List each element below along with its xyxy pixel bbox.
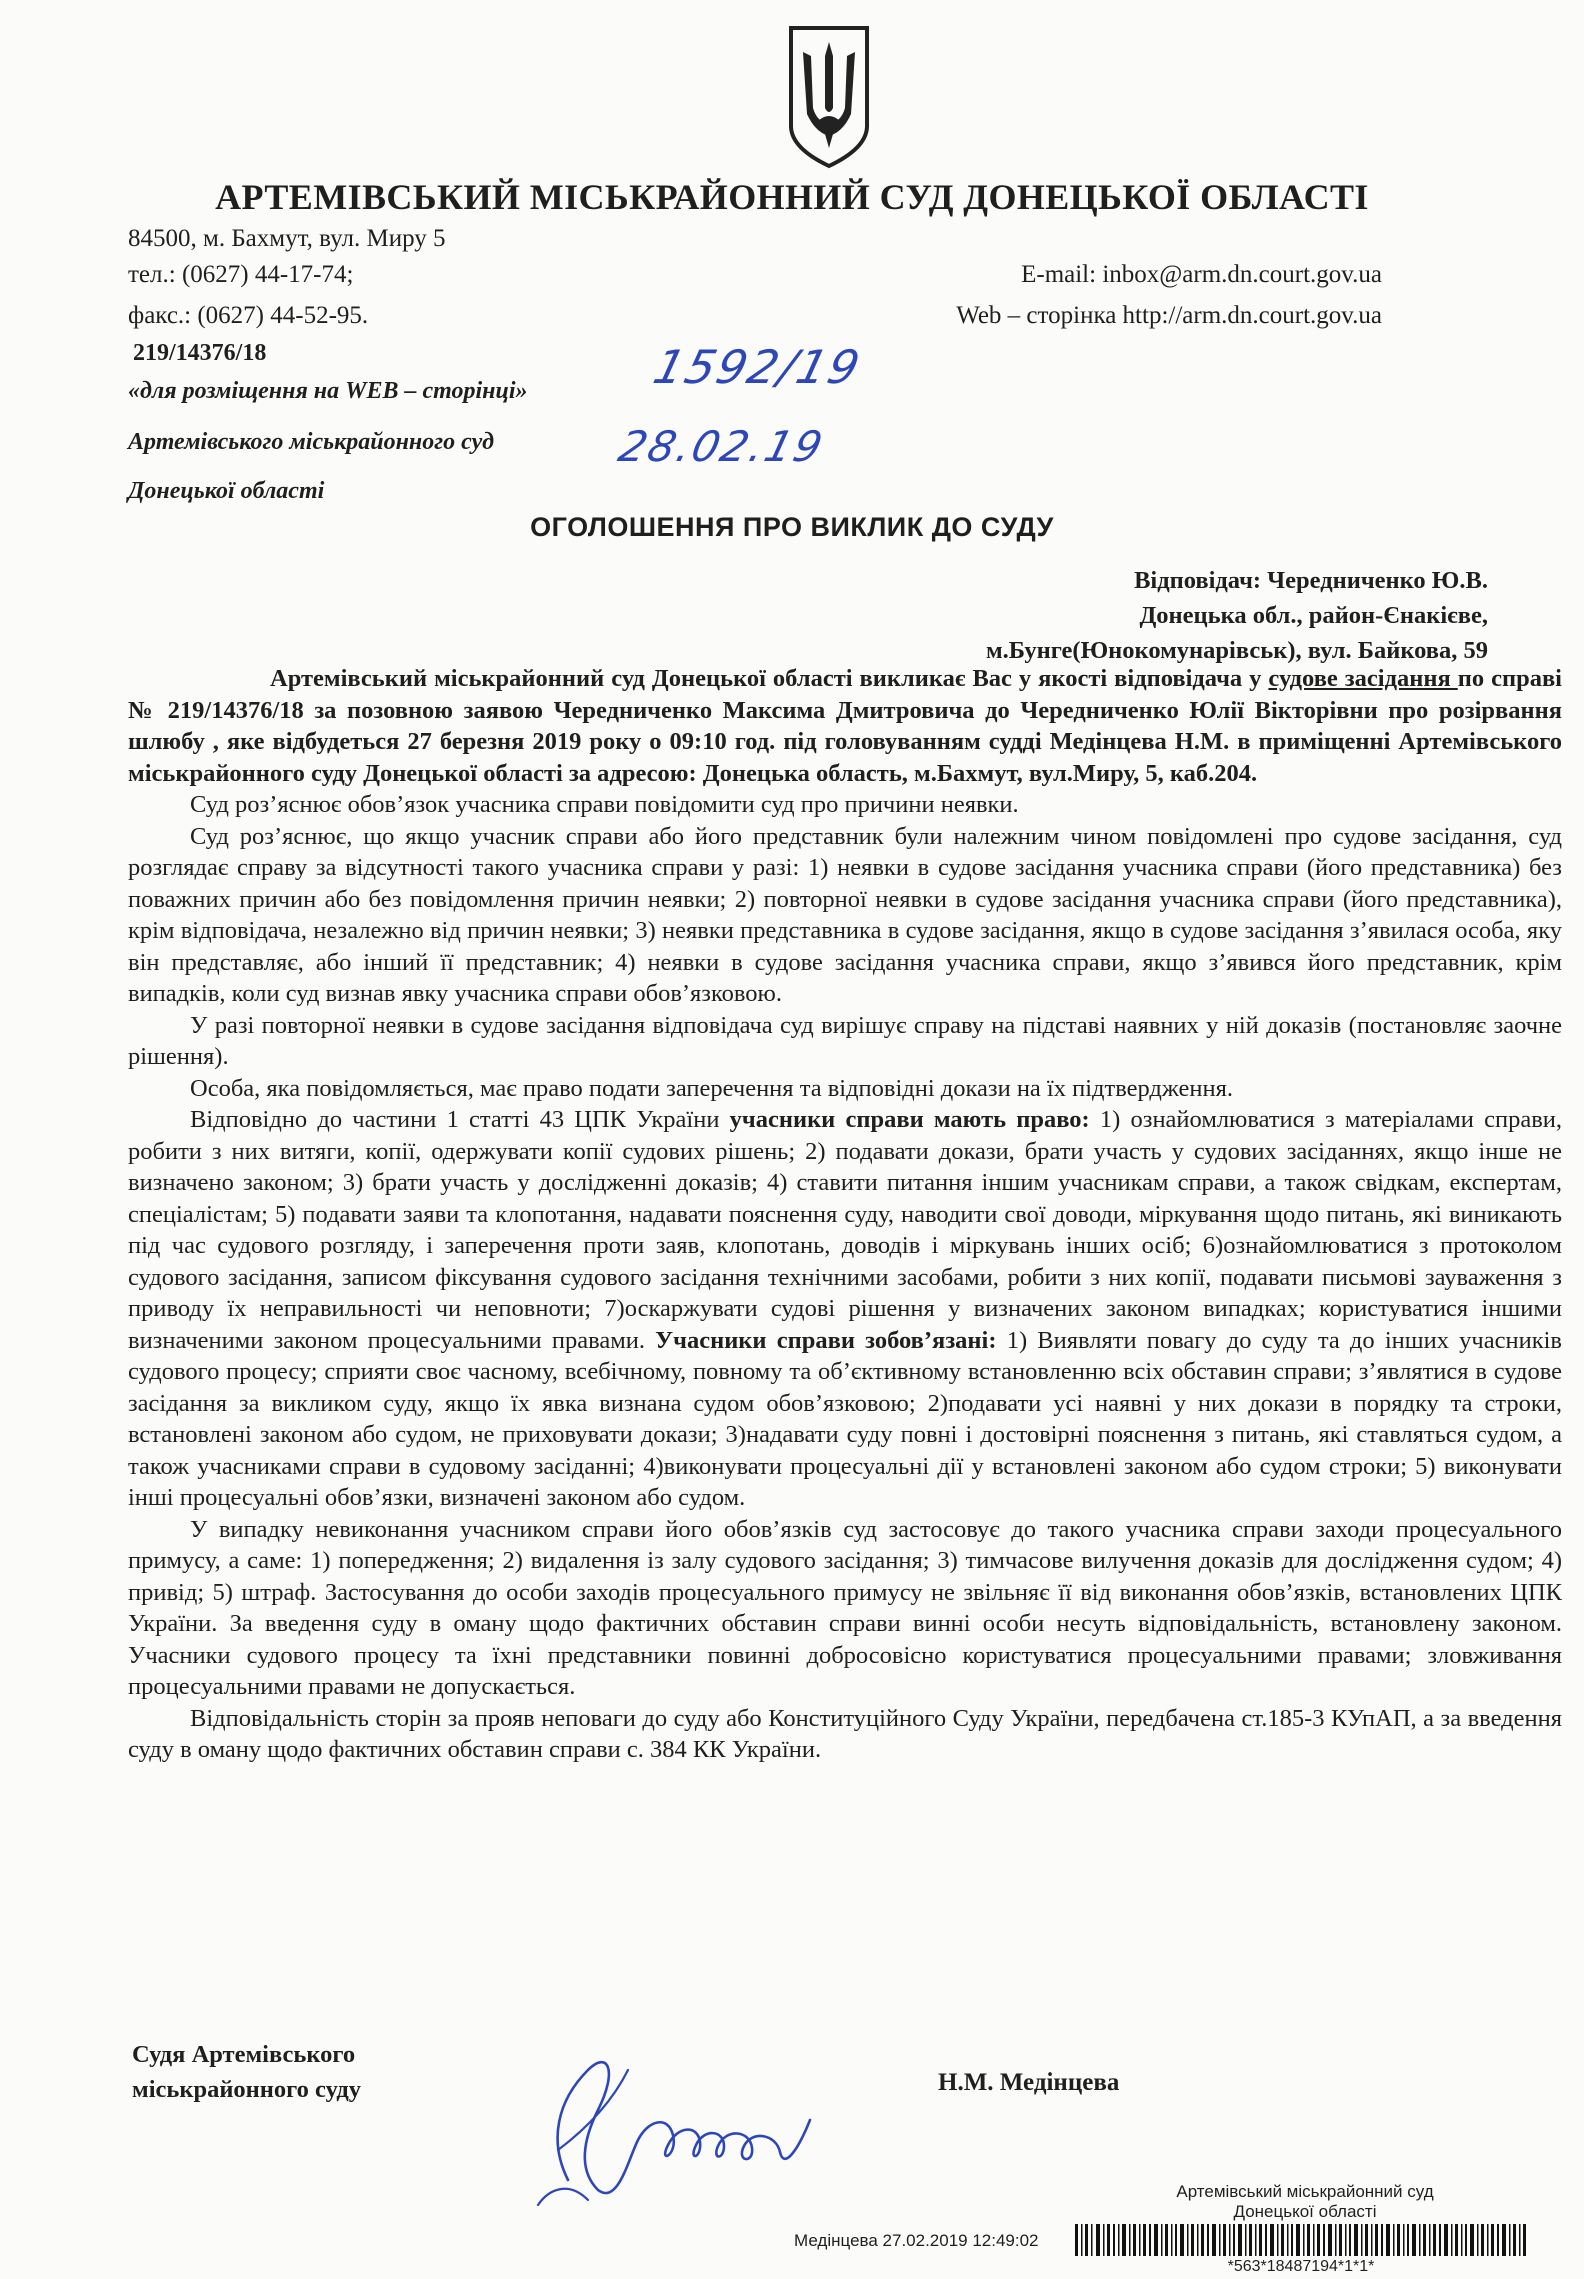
trident-emblem-icon xyxy=(785,22,873,170)
paragraph-objection-right: Особа, яка повідомляється, має право подати заперечення та відповідні докази на їх підтвердження. xyxy=(190,1074,1233,1102)
registry-stamp-court: Артемівський міськрайонний суд Донецької області xyxy=(1176,2182,1434,2221)
respondent-region: Донецька обл., район-Єнакієве, xyxy=(1139,602,1488,629)
summons-paragraph: Артемівський міськрайонний суд Донецької області викликає Вас у якості відповідача у судове засідання по справі № 219/14376/18 за позовною заявою Чередниченко Максима Дмитровича до Чередниченко Юлії Вікторівни про розірвання шлюбу , яке відбудеться 27 березня 2019 року о 09:10 год. під головуванням судді Медінцева Н.М. в приміщенні Артемівського міськрайонного суду Донецької області за адресою: Донецька область, м.Бахмут, вул.Миру, 5, каб.204. xyxy=(128,665,1562,787)
court-hearing-underlined: судове засідання xyxy=(1268,665,1458,692)
respondent-address: м.Бунге(Юнокомунарівськ), вул. Байкова, 59 xyxy=(985,637,1488,664)
court-email: E-mail: inbox@arm.dn.court.gov.ua xyxy=(1021,261,1382,288)
court-name-heading: АРТЕМІВСЬКИЙ МІСЬКРАЙОННИЙ СУД ДОНЕЦЬКОЇ ОБЛАСТІ xyxy=(215,177,1369,217)
barcode-number: *563*18487194*1*1* xyxy=(1227,2258,1375,2275)
paragraph-rights-duties: Відповідно до частини 1 статті 43 ЦПК України учасники справи мають право: 1) ознайомлюватися з матеріалами справи, робити з них витяги, копії, одержувати копії судових рішень; 2) подавати докази, брати участь у судових засіданнях, якщо інше не визначено законом; 3) брати участь у дослідженні доказів; 4) ставити питання іншим учасникам справи, а також свідкам, експертам, спеціалістам; 5) подавати заяви та клопотання, надавати пояснення суду, наводити свої доводи, міркування щодо питань, які виникають під час судового розгляду, і заперечення проти заяв, клопотань, доводів і міркувань інших осіб; 6)ознайомлюватися з протоколом судового засідання, записом фіксування судового засідання технічними засобами, робити з них копії, подавати письмові зауваження з приводу їх неправильності чи неповноти; 7)оскаржувати судові рішення у визначених законом випадках; користуватися іншими визначеними законом процесуальними правами. Учасники справи зобов’язані: 1) Виявляти повагу до суду та до інших учасників судового процесу; сприяти своє часному, всебічному, повному та об’єктивному встановленню всіх обставин справи; з’являтися в судове засідання за викликом суду, якщо їх явка визнана судом обов’язковою; 2)подавати усі наявні у них докази в порядку та строки, встановлені законом або судом, не приховувати докази; 3)надавати суду повні і достовірні пояснення з питань, які ставляться судом, а також учасниками справи в судовому засіданні; 4)виконувати процесуальні дії у встановлені законом або судом строки; 5) виконувати інші процесуальні обов’язки, визначені законом або судом. xyxy=(128,1106,1562,1511)
barcode xyxy=(1075,2224,1527,2256)
paragraph-default-judgment: У разі повторної неявки в судове засідання відповідача суд вирішує справу на підставі наявних у ній доказів (постановляє заочне рішення). xyxy=(128,1011,1562,1070)
paragraph-coercion-measures: У випадку невиконання учасником справи його обов’язків суд застосовує до такого учасника справи заходи процесуального примусу, а саме: 1) попередження; 2) видалення із залу судового засідання; 3) тимчасове вилучення доказів для дослідження судом; 4) привід; 5) штраф. Застосування до особи заходів процесуального примусу не звільняє її від виконання обов’язків, встановлених ЦПК України. За введення суду в оману щодо фактичних обставин справи винні особи несуть відповідальність, встановлену законом. Учасники судового процесу та їхні представники повинні добросовісно користуватися процесуальними правами; зловживання процесуальними правами не допускається. xyxy=(128,1515,1562,1700)
notice-title: ОГОЛОШЕННЯ ПРО ВИКЛИК ДО СУДУ xyxy=(530,512,1054,542)
placement-line-1: «для розміщення на WEB – сторінці» xyxy=(128,378,528,404)
court-address: 84500, м. Бахмут, вул. Миру 5 xyxy=(128,225,446,252)
handwritten-registration-number: 1592/19 xyxy=(648,340,867,394)
court-fax: факс.: (0627) 44-52-95. xyxy=(128,302,369,329)
handwritten-registration-date: 28.02.19 xyxy=(613,422,830,471)
placement-line-2: Артемівського міськрайонного суд xyxy=(128,429,495,455)
judge-signature xyxy=(528,2030,818,2215)
paragraph-absence-consequences: Суд роз’яснює, що якщо учасник справи або його представник були належним чином повідомлені про судове засідання, суд розглядає справу за відсутності такого учасника справи у разі: 1) неявки в судове засідання учасника справи (його представника) без поважних причин або без повідомлення причин неявки; 2) повторної неявки в судове засідання учасника справи (його представника), крім відповідача, незалежно від причин неявки; 3) неявки представника в судове засідання, якщо в судове засідання з’явилася особа, яку він представляє, або інший її представник; 4) неявки в судове засідання учасника справи, якщо з’явився його представник, крім випадків, коли суд визнав явку учасника справи обов’язковою. xyxy=(128,822,1562,1007)
respondent-block xyxy=(986,563,1488,668)
paragraph-liability: Відповідальність сторін за прояв неповаги до суду або Конституційного Суду України, передбачена ст.185-3 КУпАП, а за введення суду в оману щодо фактичних обставин справи с. 384 КК України. xyxy=(128,1704,1562,1763)
court-website: Web – сторінка http://arm.dn.court.gov.ua xyxy=(956,302,1382,329)
paragraph-absence-duty: Суд роз’яснює обов’язок учасника справи повідомити суд про причини неявки. xyxy=(190,791,1019,818)
respondent-name: Відповідач: Чередниченко Ю.В. xyxy=(1134,567,1488,594)
notice-body xyxy=(128,663,1562,1766)
registry-stamp-datetime: Медінцева 27.02.2019 12:49:02 xyxy=(794,2231,1039,2250)
court-phone: тел.: (0627) 44-17-74; xyxy=(128,261,354,288)
judge-title: Судя Артемівського міськрайонного суду xyxy=(132,2041,361,2103)
judge-name: Н.М. Медінцева xyxy=(938,2069,1120,2096)
case-number: 219/14376/18 xyxy=(133,340,267,366)
placement-line-3: Донецької області xyxy=(128,478,325,504)
